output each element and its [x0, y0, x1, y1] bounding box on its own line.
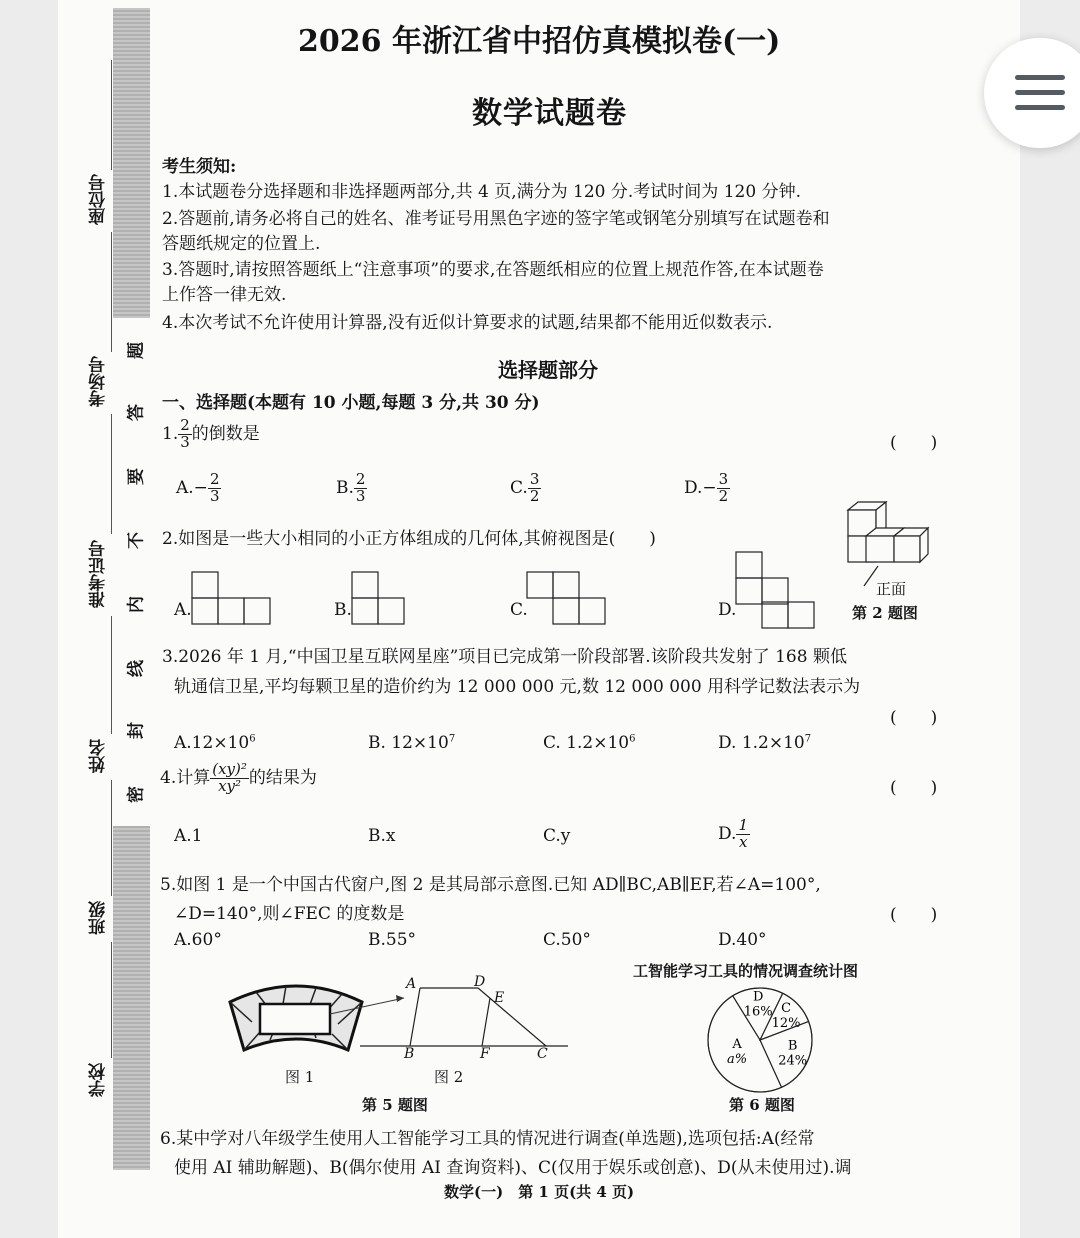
- q2-option-b-label[interactable]: B.: [334, 600, 352, 620]
- q1-option-d[interactable]: D.− $\frac{3}{2}$: [684, 470, 729, 505]
- question-1: 1. $\frac{2}{3}$ 的倒数是: [162, 416, 260, 451]
- question-6-line2: 使用 AI 辅助解题)、B(偶尔使用 AI 查询资料)、C(仅用于娱乐或创意)、D(从未使用过).调: [174, 1158, 852, 1178]
- point-d: D: [474, 974, 486, 990]
- margin-line: [111, 942, 112, 1058]
- margin-line: [111, 232, 112, 352]
- instruction-line: 3.答题时,请按照答题纸上“注意事项”的要求,在答题纸相应的位置上规范作答,在本试题卷: [162, 260, 824, 280]
- question-3-line1: 3.2026 年 1 月,“中国卫星互联网星座”项目已完成第一阶段部署.该阶段共发射了 168 颗低: [162, 647, 847, 667]
- section-title: 选择题部分: [498, 358, 598, 382]
- q5-option-c[interactable]: C.50°: [543, 930, 591, 950]
- q2-option-c-figure[interactable]: [527, 572, 607, 626]
- point-a: A: [406, 976, 417, 992]
- seal-char: 题: [126, 342, 147, 359]
- exam-subtitle: 数学试题卷: [472, 96, 627, 131]
- class-label: 班级: [89, 901, 109, 935]
- menu-icon: [1015, 105, 1065, 110]
- pie-label-b: B: [787, 1038, 798, 1054]
- question-5-line1: 5.如图 1 是一个中国古代窗户,图 2 是其局部示意图.已知 AD∥BC,AB∥EF,若∠A=100°,: [160, 875, 821, 895]
- q3-option-d[interactable]: D. $1.2\times 10^7$: [718, 733, 812, 753]
- section-part-heading: 一、选择题(本题有 10 小题,每题 3 分,共 30 分): [162, 393, 540, 413]
- q1-option-c[interactable]: C. $\frac{3}{2}$: [510, 470, 540, 505]
- seal-char: 密: [126, 786, 147, 803]
- instructions-heading: 考生须知:: [162, 157, 237, 177]
- question-2: 2.如图是一些大小相同的小正方体组成的几何体,其俯视图是( ): [162, 529, 656, 549]
- answer-paren[interactable]: ( ): [890, 905, 938, 925]
- pie-value-a: a%: [727, 1052, 748, 1068]
- q1-option-b[interactable]: B. $\frac{2}{3}$: [336, 470, 366, 505]
- q5-geometry-figure: [360, 984, 570, 1054]
- instruction-line: 上作答一律无效.: [162, 285, 287, 305]
- q2-caption: 第 2 题图: [852, 604, 918, 622]
- question-6-line1: 6.某中学对八年级学生使用人工智能学习工具的情况进行调查(单选题),选项包括:A(经常: [160, 1129, 815, 1149]
- q6-caption: 第 6 题图: [729, 1096, 795, 1114]
- instruction-line: 答题纸规定的位置上.: [162, 234, 321, 254]
- pie-value-b: 24%: [778, 1053, 808, 1069]
- exam-room-label: 考场号: [89, 356, 109, 408]
- question-5-line2: ∠D=140°,则∠FEC 的度数是: [174, 904, 405, 924]
- point-e: E: [494, 990, 505, 1006]
- q2-option-d-label[interactable]: D.: [718, 600, 737, 620]
- q5-fig1-label: 图 1: [285, 1068, 315, 1086]
- seal-char: 不: [126, 532, 147, 549]
- seal-char: 答: [126, 404, 147, 421]
- seal-char: 线: [126, 660, 147, 677]
- answer-paren[interactable]: ( ): [890, 778, 938, 798]
- question-4: 4.计算 $\frac{\text{(xy)²}}{\text{xy²}}$ 的结果为: [160, 760, 317, 795]
- seal-char: 封: [126, 722, 147, 739]
- point-c: C: [537, 1046, 548, 1062]
- question-3-line2: 轨通信卫星,平均每颗卫星的造价约为 12 000 000 元,数 12 000 000 用科学记数法表示为: [174, 677, 861, 697]
- margin-line: [111, 780, 112, 896]
- instruction-line: 4.本次考试不允许使用计算器,没有近似计算要求的试题,结果都不能用近似数表示.: [162, 313, 773, 333]
- q5-option-d[interactable]: D.40°: [718, 930, 767, 950]
- margin-line: [111, 414, 112, 534]
- pie-label-c: C: [781, 1001, 792, 1017]
- seal-char: 内: [126, 596, 147, 613]
- q5-option-a[interactable]: A.60°: [174, 930, 222, 950]
- margin-line: [111, 60, 112, 170]
- page-footer: 数学(一) 第 1 页(共 4 页): [444, 1183, 635, 1201]
- school-label: 学校: [89, 1063, 109, 1097]
- q2-option-a-figure[interactable]: [192, 572, 272, 626]
- q3-option-b[interactable]: B. $12\times 10^7$: [368, 733, 456, 753]
- menu-icon: [1015, 90, 1065, 95]
- q5-fig2-label: 图 2: [434, 1068, 464, 1086]
- admission-number-label: 准考证号: [89, 540, 109, 608]
- pie-chart-title: 工智能学习工具的情况调查统计图: [633, 962, 859, 980]
- q1-option-a[interactable]: A.− $\frac{2}{3}$: [176, 470, 220, 505]
- q2-front-label: 正面: [876, 580, 907, 598]
- instruction-line: 1.本试题卷分选择题和非选择题两部分,共 4 页,满分为 120 分.考试时间为 120 分钟.: [162, 182, 801, 202]
- q4-option-d[interactable]: D. $\frac{1}{x}$: [718, 816, 748, 851]
- q2-option-b-figure[interactable]: [352, 572, 406, 626]
- q3-option-a[interactable]: $A.12\times 10^6$: [174, 733, 256, 753]
- name-label: 姓名: [89, 739, 109, 773]
- pie-label-a: A: [732, 1037, 742, 1053]
- menu-icon: [1015, 75, 1065, 80]
- q2-option-d-figure[interactable]: [736, 552, 816, 628]
- pie-value-d: 16%: [743, 1004, 773, 1020]
- seal-char: 要: [126, 468, 147, 485]
- q5-caption: 第 5 题图: [362, 1096, 428, 1114]
- q4-option-b[interactable]: B.x: [368, 826, 396, 846]
- q3-option-c[interactable]: C. $1.2\times 10^6$: [543, 733, 636, 753]
- pie-chart: [700, 986, 820, 1096]
- q2-option-c-label[interactable]: C.: [510, 600, 528, 620]
- q5-option-b[interactable]: B.55°: [368, 930, 417, 950]
- pie-label-d: D: [753, 989, 764, 1005]
- answer-paren[interactable]: ( ): [890, 433, 938, 453]
- q5-window-figure: [226, 980, 366, 1060]
- q4-option-c[interactable]: C.y: [543, 826, 571, 846]
- seat-number-label: 座位号: [89, 174, 109, 226]
- point-b: B: [404, 1046, 415, 1062]
- point-f: F: [480, 1046, 490, 1062]
- q2-solid-figure: [842, 498, 932, 578]
- binding-strip-gap: [113, 318, 150, 826]
- instruction-line: 2.答题前,请务必将自己的姓名、准考证号用黑色字迹的签字笔或钢笔分别填写在试题卷和: [162, 209, 830, 229]
- margin-line: [111, 616, 112, 734]
- pie-value-c: 12%: [771, 1016, 801, 1032]
- exam-title: 2026 年浙江省中招仿真模拟卷(一): [298, 24, 781, 59]
- q4-option-a[interactable]: A.1: [174, 826, 203, 846]
- answer-paren[interactable]: ( ): [890, 708, 938, 728]
- q2-option-a-label[interactable]: A.: [174, 600, 192, 620]
